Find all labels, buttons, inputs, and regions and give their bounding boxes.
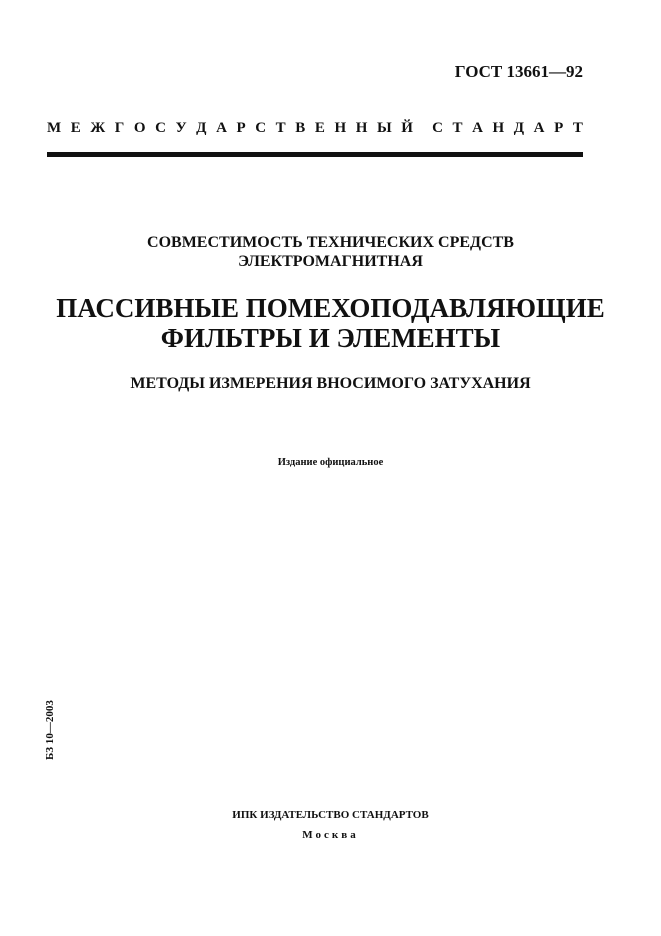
header-letter: Р <box>236 120 246 136</box>
header-letter: У <box>175 120 187 136</box>
header-letter: Н <box>334 120 347 136</box>
subtitle-line-2: ЭЛЕКТРОМАГНИТНАЯ <box>238 253 423 270</box>
header-letter: Г <box>114 120 125 136</box>
header-letter: А <box>472 120 483 136</box>
header-letter: С <box>255 120 267 136</box>
header-letter: Т <box>452 120 463 136</box>
header-letter: Ы <box>376 120 392 136</box>
header-letter: Н <box>355 120 368 136</box>
subtitle-line-1: СОВМЕСТИМОСТЬ ТЕХНИЧЕСКИХ СРЕДСТВ <box>147 234 514 251</box>
header-letter: А <box>533 120 545 136</box>
header-letter: Р <box>554 120 564 136</box>
header-letter: Т <box>572 120 583 136</box>
title-line-1: ПАССИВНЫЕ ПОМЕХОПОДАВЛЯЮЩИЕ <box>56 293 605 323</box>
header-letter: С <box>155 120 166 136</box>
header-letter: Т <box>275 120 286 136</box>
header-letter: В <box>295 120 306 136</box>
header-rule <box>47 152 583 157</box>
interstate-standard-header <box>47 120 583 137</box>
header-letter: Ж <box>90 120 106 136</box>
header-letter: Й <box>401 120 413 136</box>
publisher: ИПК ИЗДАТЕЛЬСТВО СТАНДАРТОВ <box>232 809 429 821</box>
title-line-2: ФИЛЬТРЫ И ЭЛЕМЕНТЫ <box>160 323 501 353</box>
header-letter: С <box>432 120 443 136</box>
header-letter: М <box>47 120 62 136</box>
city: Москва <box>302 829 359 841</box>
methods-title: МЕТОДЫ ИЗМЕРЕНИЯ ВНОСИМОГО ЗАТУХАНИЯ <box>130 375 531 392</box>
standard-designation: ГОСТ 13661—92 <box>454 62 583 81</box>
header-letter: Е <box>314 120 325 136</box>
header-letter: Н <box>492 120 505 136</box>
header-letter: А <box>216 120 227 136</box>
header-letter: О <box>133 120 146 136</box>
side-code: БЗ 10—2003 <box>44 700 56 760</box>
header-letter: Е <box>70 120 81 136</box>
edition-note: Издание официальное <box>277 457 384 468</box>
header-letter: Д <box>513 120 525 136</box>
header-letter: Д <box>196 120 207 136</box>
